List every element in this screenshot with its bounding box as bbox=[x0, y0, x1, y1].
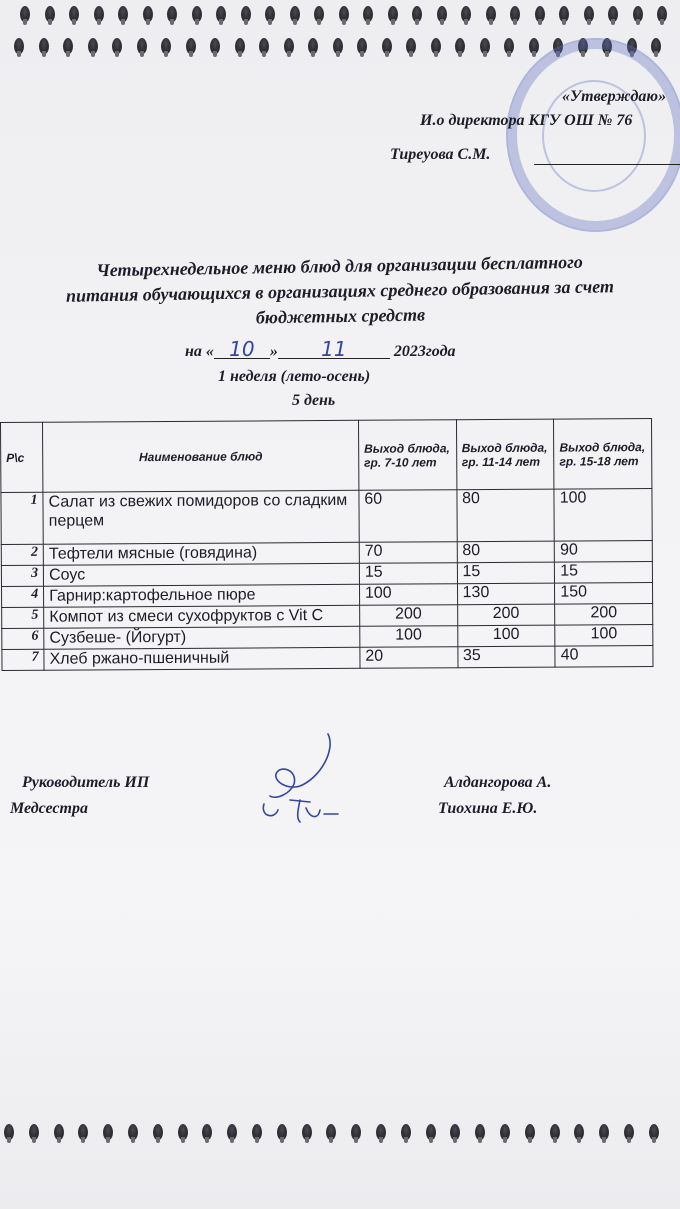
title-line-3: бюджетных средств bbox=[255, 304, 426, 328]
date-prefix: на « bbox=[185, 343, 214, 360]
signer-name-2: Тиохина Е.Ю. bbox=[438, 800, 538, 817]
output-7-10: 100 bbox=[360, 626, 458, 648]
binder-hole bbox=[504, 38, 514, 54]
binder-hole bbox=[535, 6, 545, 22]
binder-hole bbox=[437, 6, 447, 22]
dish-name: Тефтели мясные (говядина) bbox=[43, 542, 359, 565]
binder-hole bbox=[333, 38, 343, 54]
row-number: 6 bbox=[2, 628, 44, 649]
output-11-14: 100 bbox=[457, 625, 555, 647]
binder-holes-top bbox=[0, 6, 680, 30]
binder-hole bbox=[88, 38, 98, 54]
output-15-18: 40 bbox=[555, 646, 653, 668]
binder-hole bbox=[486, 6, 496, 22]
binder-hole bbox=[624, 1124, 634, 1140]
signer-role-2: Медсестра bbox=[10, 800, 88, 817]
output-11-14: 80 bbox=[456, 489, 554, 542]
output-7-10: 100 bbox=[359, 584, 457, 606]
binder-hole bbox=[550, 1124, 560, 1140]
binder-hole bbox=[29, 1124, 39, 1140]
approval-position: И.о директора КГУ ОШ № 76 bbox=[420, 112, 633, 129]
date-year: 2023года bbox=[393, 343, 456, 360]
output-15-18: 90 bbox=[554, 541, 652, 563]
binder-hole bbox=[128, 1124, 138, 1140]
binder-hole bbox=[426, 1124, 436, 1140]
row-number: 3 bbox=[1, 565, 43, 586]
binder-hole bbox=[401, 1124, 411, 1140]
dish-name: Компот из смеси сухофруктов с Vit C bbox=[44, 605, 360, 628]
output-15-18: 200 bbox=[555, 604, 653, 626]
dish-name: Соус bbox=[44, 563, 360, 586]
date-middle: » bbox=[269, 343, 278, 360]
binder-hole bbox=[651, 38, 661, 54]
binder-hole bbox=[277, 1124, 287, 1140]
date-day: 10 bbox=[214, 340, 270, 359]
approval-signature-line bbox=[534, 164, 680, 165]
binder-hole bbox=[103, 1124, 113, 1140]
binder-hole bbox=[475, 1124, 485, 1140]
binder-hole bbox=[202, 1124, 212, 1140]
output-15-18: 15 bbox=[555, 562, 653, 584]
binder-hole bbox=[649, 1124, 659, 1140]
output-7-10: 70 bbox=[359, 542, 457, 564]
dish-name: Гарнир:картофельное пюре bbox=[44, 584, 360, 607]
output-11-14: 80 bbox=[457, 541, 555, 563]
binder-hole bbox=[259, 38, 269, 54]
binder-hole bbox=[314, 6, 324, 22]
binder-hole bbox=[608, 6, 618, 22]
output-11-14: 130 bbox=[457, 583, 555, 605]
binder-hole bbox=[308, 38, 318, 54]
binder-hole bbox=[584, 6, 594, 22]
binder-hole bbox=[599, 1124, 609, 1140]
dish-name: Салат из свежих помидоров со сладким перцем bbox=[43, 490, 359, 544]
output-7-10: 15 bbox=[359, 563, 457, 585]
binder-hole bbox=[14, 38, 24, 54]
binder-hole bbox=[559, 6, 569, 22]
dish-name: Сузбеше- (Йогурт) bbox=[44, 626, 360, 649]
binder-hole bbox=[216, 6, 226, 22]
binder-hole bbox=[94, 6, 104, 22]
binder-hole bbox=[302, 1124, 312, 1140]
output-11-14: 35 bbox=[457, 646, 555, 668]
binder-hole bbox=[241, 6, 251, 22]
binder-hole bbox=[284, 38, 294, 54]
binder-hole bbox=[235, 38, 245, 54]
binder-hole bbox=[186, 38, 196, 54]
row-number: 7 bbox=[2, 649, 44, 670]
header-number: Р\с bbox=[1, 422, 44, 492]
binder-hole bbox=[376, 1124, 386, 1140]
table-header-row bbox=[1, 419, 652, 493]
binder-hole bbox=[143, 6, 153, 22]
binder-hole bbox=[137, 38, 147, 54]
output-7-10: 60 bbox=[359, 490, 457, 543]
binder-hole bbox=[525, 1124, 535, 1140]
row-number: 1 bbox=[1, 492, 43, 544]
binder-hole bbox=[20, 6, 30, 22]
binder-hole bbox=[657, 6, 667, 22]
row-number: 5 bbox=[2, 607, 44, 628]
official-stamp bbox=[506, 38, 680, 232]
binder-hole bbox=[351, 1124, 361, 1140]
binder-hole bbox=[510, 6, 520, 22]
binder-hole bbox=[161, 38, 171, 54]
row-number: 2 bbox=[1, 544, 43, 565]
binder-hole bbox=[480, 38, 490, 54]
header-dish-name: Наименование блюд bbox=[43, 420, 359, 492]
binder-hole bbox=[45, 6, 55, 22]
output-15-18: 150 bbox=[555, 583, 653, 605]
title-line-2: питания обучающихся в организациях среднего образования за счет bbox=[65, 276, 615, 306]
binder-hole bbox=[431, 38, 441, 54]
binder-hole bbox=[112, 38, 122, 54]
output-11-14: 200 bbox=[457, 604, 555, 626]
binder-hole bbox=[192, 6, 202, 22]
week-label: 1 неделя (лето-осень) bbox=[218, 368, 371, 385]
row-number: 4 bbox=[2, 586, 44, 607]
header-output-7-10: Выход блюда, гр. 7-10 лет bbox=[358, 420, 456, 491]
binder-hole bbox=[153, 1124, 163, 1140]
binder-hole bbox=[363, 6, 373, 22]
table-row bbox=[1, 489, 652, 545]
date-line bbox=[185, 337, 456, 361]
binder-hole bbox=[326, 1124, 336, 1140]
binder-hole bbox=[455, 38, 465, 54]
binder-hole bbox=[357, 38, 367, 54]
binder-hole bbox=[118, 6, 128, 22]
menu-table bbox=[0, 418, 654, 671]
date-month: 11 bbox=[278, 340, 390, 359]
binder-hole bbox=[54, 1124, 64, 1140]
binder-hole bbox=[210, 38, 220, 54]
day-label: 5 день bbox=[292, 392, 336, 409]
handwritten-signature bbox=[240, 730, 350, 830]
output-11-14: 15 bbox=[457, 562, 555, 584]
dish-name: Хлеб ржано-пшеничный bbox=[44, 647, 360, 670]
header-output-15-18: Выход блюда, гр. 15-18 лет bbox=[554, 419, 652, 490]
binder-hole bbox=[227, 1124, 237, 1140]
output-7-10: 200 bbox=[360, 605, 458, 627]
binder-hole bbox=[529, 38, 539, 54]
binder-hole bbox=[450, 1124, 460, 1140]
output-15-18: 100 bbox=[555, 625, 653, 647]
header-output-11-14: Выход блюда, гр. 11-14 лет bbox=[456, 419, 554, 490]
binder-hole bbox=[167, 6, 177, 22]
binder-hole bbox=[382, 38, 392, 54]
binder-hole bbox=[252, 1124, 262, 1140]
signer-role-1: Руководитель ИП bbox=[22, 774, 150, 791]
binder-hole bbox=[500, 1124, 510, 1140]
title-line-1: Четырехнедельное меню блюд для организации бесплатного bbox=[96, 251, 583, 281]
output-7-10: 20 bbox=[360, 647, 458, 669]
binder-hole bbox=[290, 6, 300, 22]
binder-hole bbox=[633, 6, 643, 22]
binder-hole bbox=[339, 6, 349, 22]
binder-hole bbox=[412, 6, 422, 22]
binder-hole bbox=[406, 38, 416, 54]
binder-holes-bottom bbox=[0, 1124, 680, 1148]
signer-name-1: Алдангорова А. bbox=[444, 774, 552, 791]
binder-hole bbox=[39, 38, 49, 54]
binder-hole bbox=[178, 1124, 188, 1140]
binder-hole bbox=[388, 6, 398, 22]
binder-hole bbox=[78, 1124, 88, 1140]
binder-hole bbox=[265, 6, 275, 22]
binder-hole bbox=[574, 1124, 584, 1140]
binder-hole bbox=[63, 38, 73, 54]
table-row bbox=[2, 646, 653, 671]
approval-heading: «Утверждаю» bbox=[562, 88, 667, 105]
approval-name: Тиреуова С.М. bbox=[390, 146, 491, 163]
binder-hole bbox=[4, 1124, 14, 1140]
output-15-18: 100 bbox=[554, 489, 652, 542]
binder-hole bbox=[69, 6, 79, 22]
document-title bbox=[0, 248, 680, 335]
binder-hole bbox=[461, 6, 471, 22]
